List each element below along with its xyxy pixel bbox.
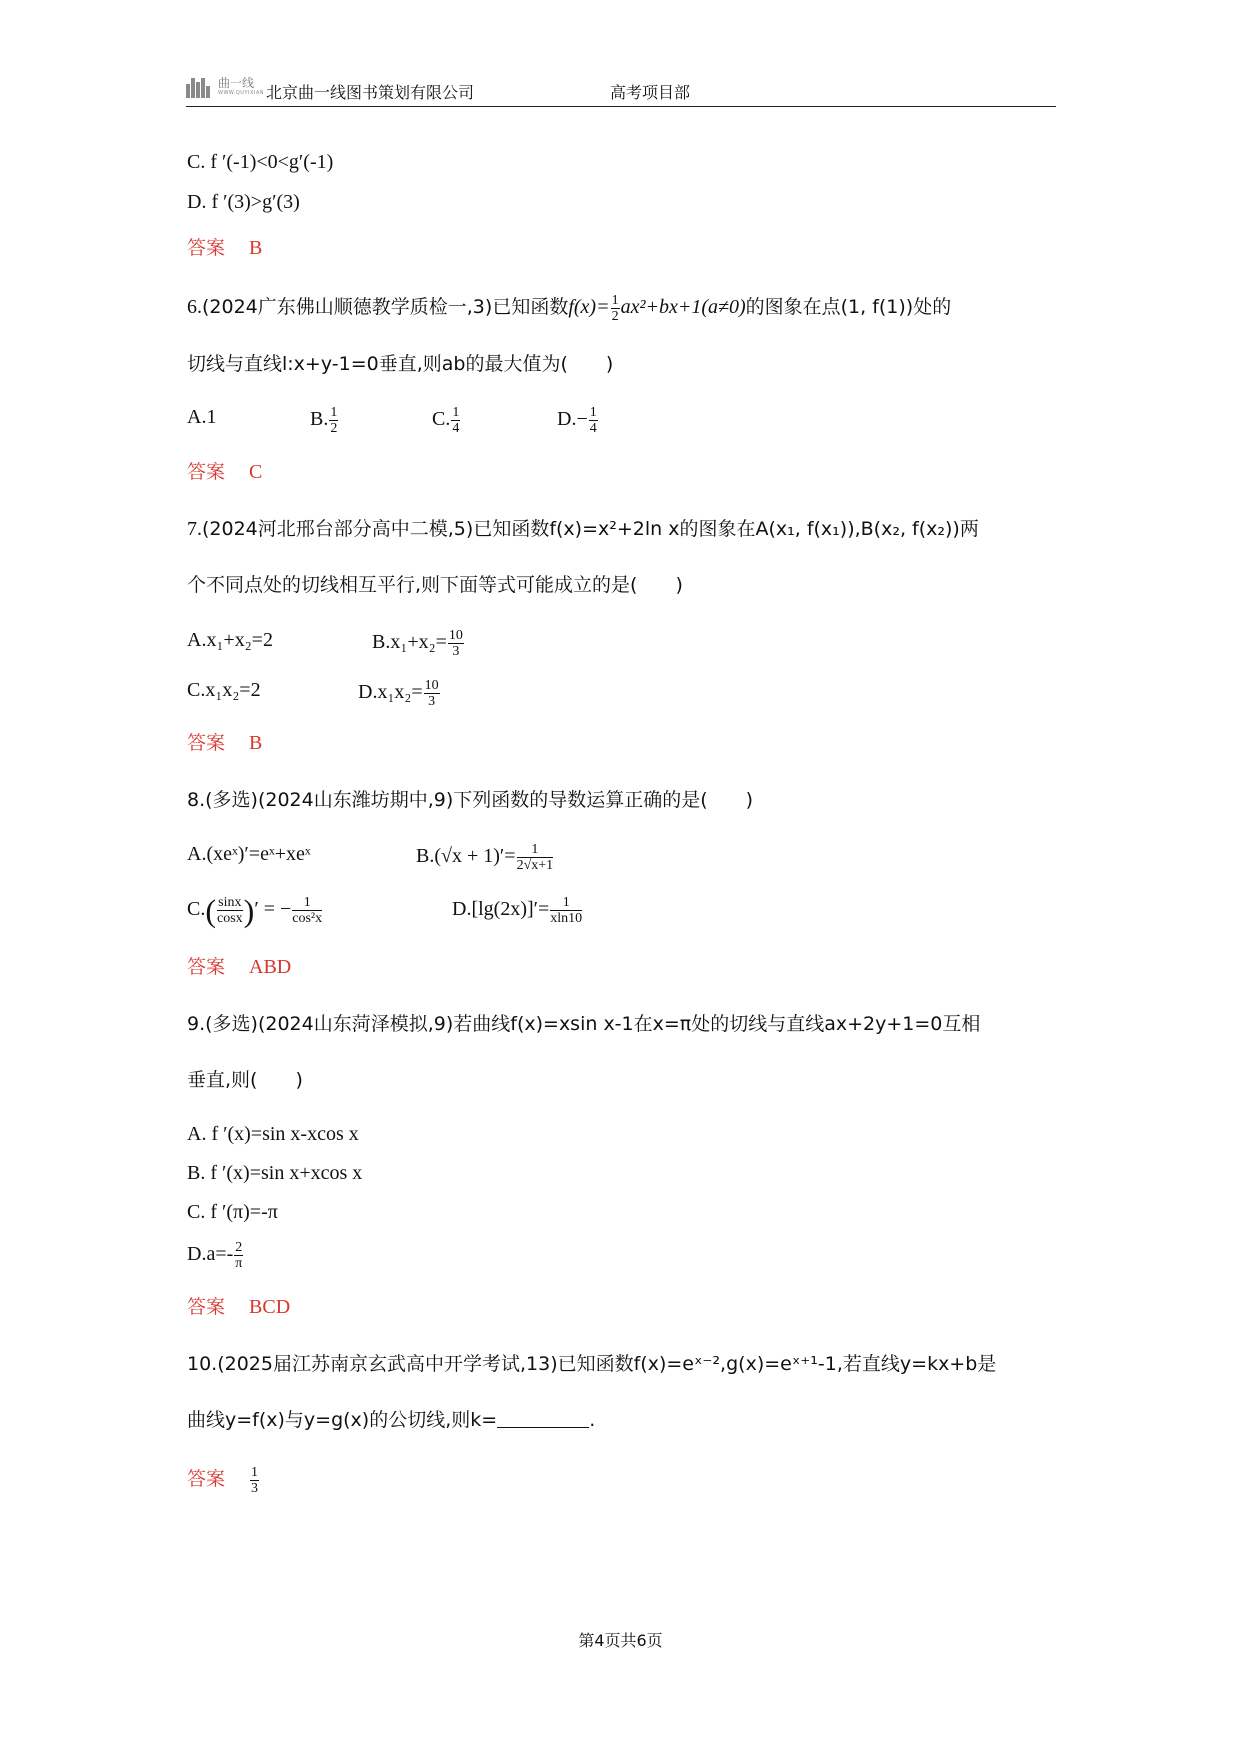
q9-stem-line1: 9.(多选)(2024山东菏泽模拟,9)若曲线f(x)=xsin x-1在x=π处的切线与直线ax+2y+1=0互相 (187, 1013, 981, 1035)
answer-value: ABD (249, 956, 292, 978)
page-header (186, 72, 1056, 107)
math-fx: f(x)= (568, 296, 610, 319)
q8-stem: 8.(多选)(2024山东潍坊期中,9)下列函数的导数运算正确的是( ) (187, 789, 754, 811)
answer-value: C (249, 461, 263, 483)
logo-brand: 曲一线 (218, 76, 255, 90)
answer-label: 答案 (187, 1296, 226, 1318)
q7-answer (187, 731, 262, 755)
q10-stem-line1: 10.(2025届江苏南京玄武高中开学考试,13)已知函数f(x)=eˣ⁻²,g(x)=eˣ⁺¹-1,若直线y=kx+b是 (187, 1353, 997, 1375)
q6-answer (187, 460, 262, 484)
question-number: 7. (187, 518, 202, 540)
q6-option-d: D.− $\frac{1}{4}$ (557, 405, 597, 436)
q6-stem-line2: 切线与直线l:x+y-1=0垂直,则ab的最大值为( ) (187, 353, 614, 375)
answer-value: BCD (249, 1296, 291, 1318)
answer-label: 答案 (187, 732, 226, 754)
question-number: 6. (187, 296, 202, 319)
q9-stem-line2: 垂直,则( ) (187, 1069, 303, 1091)
q5-answer (187, 236, 262, 260)
answer-blank[interactable] (497, 1409, 589, 1428)
q8-option-c: C.( $\frac{\sin x}{\cos x}$ )′ = − $\frac{1}{\text{cos²x}}$ (187, 892, 323, 929)
answer-value: B (249, 732, 263, 754)
stem-text: 已知函数f(x)=x²+2ln x的图象在A(x₁, f(x₁)),B(x₂, f(x₂))两 (473, 518, 979, 540)
answer-value: B (249, 237, 263, 259)
q8-option-a: A.(xeˣ)′=eˣ+xeˣ (187, 843, 311, 865)
answer-label: 答案 (187, 956, 226, 978)
q7-option-c: C.x₁x₂=2 (187, 679, 261, 701)
q8-answer (187, 955, 291, 979)
fraction: $\frac{1}{2}$ (611, 293, 619, 324)
logo-bars-icon (186, 78, 214, 98)
q8-option-d: D.[lg(2x)]′= $\frac{1}{xln10}$ (452, 895, 583, 926)
q10-answer (187, 1465, 260, 1496)
q7-stem-line1 (187, 517, 979, 541)
department-name: 高考项目部 (610, 83, 691, 102)
answer-label: 答案 (187, 237, 226, 259)
answer-label: 答案 (187, 461, 226, 483)
q9-answer (187, 1295, 290, 1319)
stem-text: 已知函数 (492, 296, 569, 319)
q6-option-c: C. $\frac{1}{4}$ (432, 405, 460, 436)
answer-label: 答案 (187, 1468, 226, 1491)
q6-option-b: B. $\frac{1}{2}$ (310, 405, 338, 436)
company-logo (186, 74, 264, 100)
page-number: 第4页共6页 (578, 1631, 663, 1650)
question-source: (2024广东佛山顺德教学质检一,3) (202, 296, 493, 319)
math-expr: ax²+bx+1(a≠0) (620, 296, 746, 319)
question-source: (2024河北邢台部分高中二模,5) (202, 518, 474, 540)
q9-option-c: C. f ′(π)=-π (187, 1201, 278, 1223)
q5-option-c: C. f ′(-1)<0<g′(-1) (187, 151, 334, 173)
q5-option-d: D. f ′(3)>g′(3) (187, 191, 300, 213)
q9-option-a: A. f ′(x)=sin x-xcos x (187, 1123, 359, 1145)
q8-option-b: B.(√x + 1)′= $\frac{1}{2√x+1}$ (416, 842, 554, 873)
stem-text: 的图象在点(1, f(1))处的 (745, 296, 952, 319)
q7-option-b: B.x₁+x₂= $\frac{10}{3}$ (372, 628, 463, 659)
q7-stem-line2: 个不同点处的切线相互平行,则下面等式可能成立的是( ) (187, 574, 683, 596)
q9-option-b: B. f ′(x)=sin x+xcos x (187, 1162, 363, 1184)
logo-sub: WWW.QUYIXIAN (218, 90, 265, 96)
q6-option-a: A.1 (187, 406, 217, 428)
q7-option-d: D.x₁x₂= $\frac{10}{3}$ (358, 678, 439, 709)
q9-option-d: D.a=- $\frac{2}{\pi}$ (187, 1240, 243, 1271)
q10-stem-line2: 曲线y=f(x)与y=g(x)的公切线,则k= . (187, 1409, 596, 1431)
answer-fraction: $\frac{1}{3}$ (251, 1465, 259, 1496)
q7-option-a: A.x₁+x₂=2 (187, 629, 273, 651)
q6-stem-line1 (187, 293, 951, 324)
company-name: 北京曲一线图书策划有限公司 (266, 83, 475, 102)
